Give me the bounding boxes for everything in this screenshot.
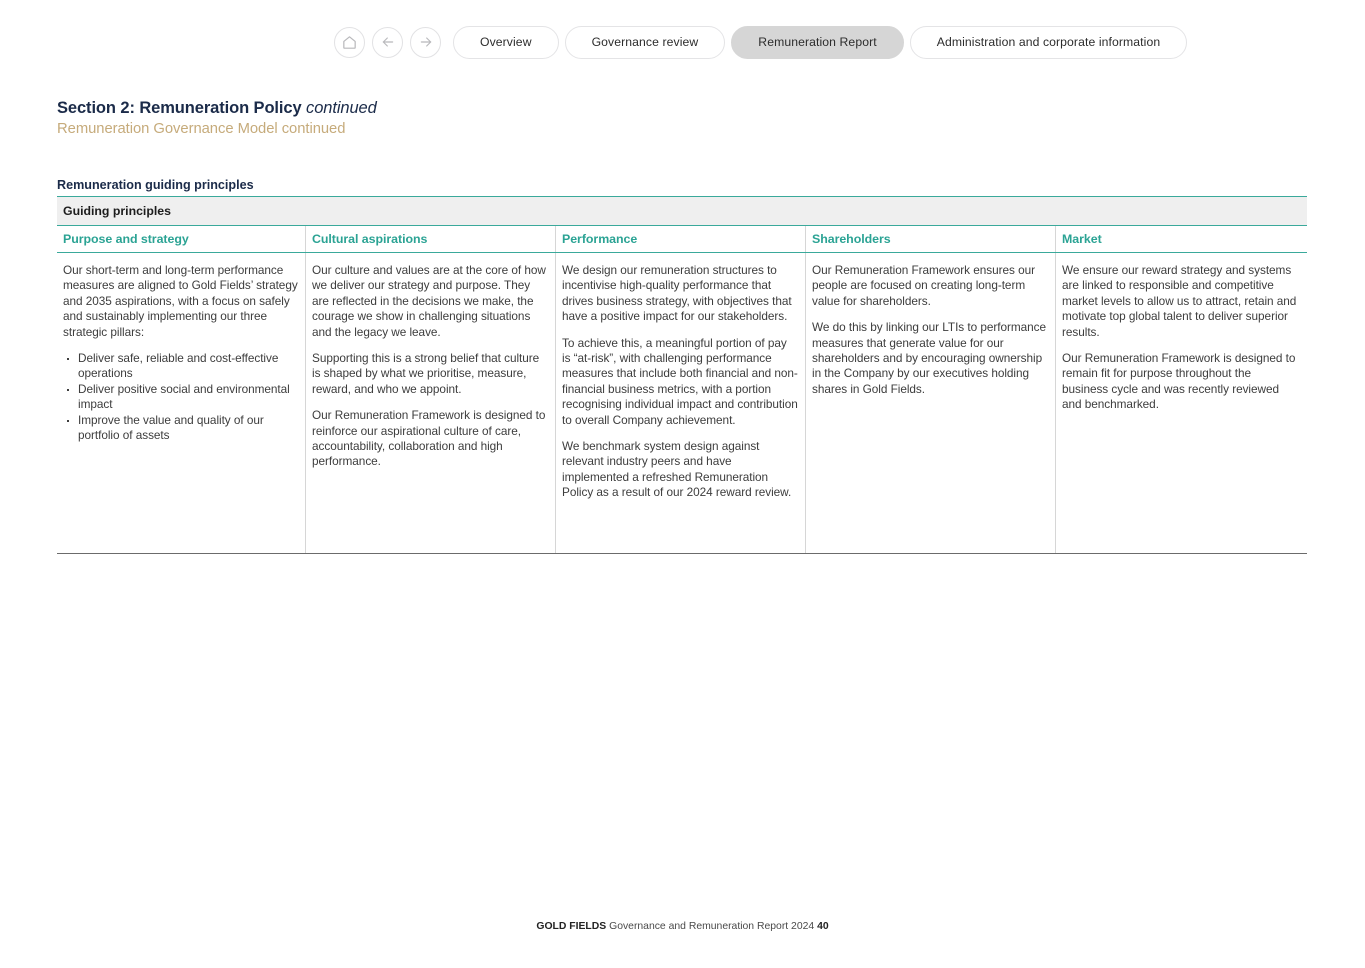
cell-purpose-and-strategy — [57, 253, 306, 553]
tab-governance-review[interactable]: Governance review — [565, 26, 726, 59]
arrow-right-icon — [418, 34, 434, 50]
column-header-label: Cultural aspirations — [312, 232, 428, 246]
cell-shareholders — [806, 253, 1056, 553]
column-header-shareholders — [806, 226, 1056, 252]
list-item: Deliver positive social and environmental impact — [63, 382, 298, 413]
column-header-purpose-and-strategy — [57, 226, 306, 252]
cell-performance — [556, 253, 806, 553]
cell-paragraph: We ensure our reward strategy and systems are linked to responsible and competitive market levels to allow us to attract, retain and motivate top global talent to deliver superior results. — [1062, 263, 1297, 339]
cell-paragraph: To achieve this, a meaningful portion of pay is “at-risk”, with challenging performance measures that include both financial and non-financial business metrics, with a portion recognising individual impact and contribution to overall Company achievement. — [562, 335, 798, 427]
footer-brand: GOLD FIELDS — [536, 921, 607, 932]
cell-market — [1056, 253, 1307, 553]
column-header-label: Purpose and strategy — [63, 232, 189, 246]
column-header-label: Shareholders — [812, 232, 891, 246]
back-button[interactable] — [372, 27, 403, 58]
table-bottom-rule — [57, 553, 1307, 554]
column-header-cultural-aspirations — [306, 226, 556, 252]
list-item: Improve the value and quality of our portfolio of assets — [63, 413, 298, 444]
strategic-pillars-list — [63, 351, 298, 443]
cell-paragraph: Supporting this is a strong belief that culture is shaped by what we prioritise, measure, reward, and who we appoint. — [312, 351, 540, 396]
tab-administration-and-corporate-information[interactable]: Administration and corporate information — [910, 26, 1188, 59]
cell-paragraph: Our Remuneration Framework ensures our people are focused on creating long-term value for shareholders. — [812, 263, 1035, 308]
cell-paragraph: We design our remuneration structures to incentivise high-quality performance that drives business strategy, with objectives that have a positive impact for our stakeholders. — [562, 263, 792, 324]
forward-button[interactable] — [410, 27, 441, 58]
list-item: Deliver safe, reliable and cost-effective operations — [63, 351, 298, 382]
section-heading: Remuneration guiding principles — [57, 178, 254, 192]
column-header-label: Market — [1062, 232, 1102, 246]
cell-paragraph: We benchmark system design against relevant industry peers and have implemented a refreshed Remuneration Policy as a result of our 2024 reward review. — [562, 439, 792, 500]
home-button[interactable] — [334, 27, 365, 58]
cell-paragraph: We do this by linking our LTIs to performance measures that generate value for our shareholders and by encouraging ownership in the Company by our executives holding shares in Gold Fields. — [812, 320, 1047, 396]
column-header-performance — [556, 226, 806, 252]
footer-text: Governance and Remuneration Report 2024 — [606, 921, 818, 932]
table-body-row — [57, 253, 1307, 553]
page-title-continued: continued — [306, 99, 377, 117]
page-title-main: Section 2: Remuneration Policy — [57, 99, 307, 117]
tab-overview[interactable]: Overview — [453, 26, 559, 59]
home-icon — [341, 34, 358, 51]
nav-tabs — [453, 26, 1187, 59]
cell-paragraph: Our short-term and long-term performance measures are aligned to Gold Fields’ strategy and 2035 aspirations, with a focus on safely and sustainably implementing our three strategic pillars: — [63, 263, 298, 339]
tab-remuneration-report[interactable]: Remuneration Report — [731, 26, 903, 59]
column-header-market — [1056, 226, 1307, 252]
page-subtitle: Remuneration Governance Model continued — [57, 121, 346, 137]
page-title — [57, 99, 377, 118]
cell-cultural-aspirations — [306, 253, 556, 553]
table-band-row — [57, 197, 1307, 225]
table-band-label: Guiding principles — [63, 204, 171, 218]
table-header-row — [57, 226, 1307, 252]
guiding-principles-table — [57, 196, 1307, 554]
arrow-left-icon — [380, 34, 396, 50]
column-header-label: Performance — [562, 232, 638, 246]
cell-paragraph: Our Remuneration Framework is designed to reinforce our aspirational culture of care, accountability, collaboration and high performance. — [312, 408, 546, 469]
page-footer — [0, 921, 1365, 932]
page-number: 40 — [817, 921, 829, 932]
cell-paragraph: Our Remuneration Framework is designed to remain fit for purpose throughout the business cycle and was recently reviewed and benchmarked. — [1062, 351, 1296, 412]
cell-paragraph: Our culture and values are at the core of how we deliver our strategy and purpose. They are reflected in the decisions we make, the courage we show in challenging situations and the legacy we leave. — [312, 263, 546, 339]
document-navbar — [334, 21, 1187, 63]
